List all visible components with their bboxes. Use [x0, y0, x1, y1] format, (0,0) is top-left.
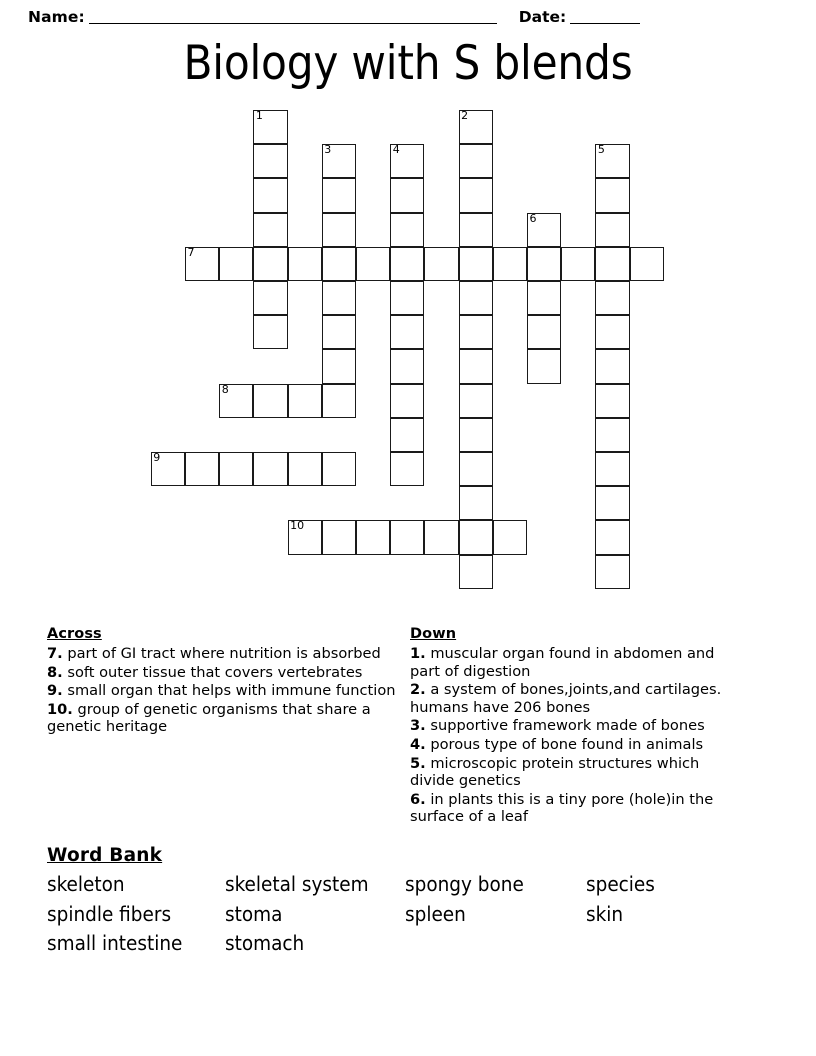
crossword-cell[interactable] — [595, 213, 629, 247]
crossword-cell[interactable] — [390, 384, 424, 418]
word-bank-word: skin — [586, 901, 624, 926]
crossword-cell[interactable] — [356, 247, 390, 281]
clue-down-5: 5. microscopic protein structures which divide genetics — [410, 754, 700, 790]
cell-number-1: 1 — [255, 109, 263, 122]
word-bank-word: skeletal system — [225, 872, 369, 896]
word-bank-word: species — [586, 872, 655, 896]
crossword-cell-start-2[interactable] — [459, 110, 493, 144]
crossword-cell[interactable] — [527, 349, 561, 383]
crossword-cell[interactable] — [219, 452, 253, 486]
word-bank-word: spindle fibers — [47, 901, 172, 926]
clue-across-8: 8. soft outer tissue that covers vertebrates — [47, 663, 363, 681]
crossword-cell[interactable] — [424, 520, 458, 554]
crossword-cell[interactable] — [595, 520, 629, 554]
crossword-cell-start-8[interactable] — [219, 384, 253, 418]
clue-across-7: 7. part of GI tract where nutrition is absorbed — [47, 645, 381, 662]
clue-across-10: 10. group of genetic organisms that share a genetic heritage — [47, 700, 371, 736]
crossword-cell[interactable] — [185, 452, 219, 486]
crossword-cell[interactable] — [595, 486, 629, 520]
crossword-cell[interactable] — [459, 555, 493, 589]
crossword-cell[interactable] — [322, 349, 356, 383]
crossword-cell[interactable] — [253, 315, 287, 349]
cell-number-7: 7 — [187, 245, 195, 259]
crossword-cell[interactable] — [322, 178, 356, 212]
crossword-cell[interactable] — [595, 315, 629, 349]
word-bank-list — [47, 870, 767, 959]
crossword-cell[interactable] — [322, 452, 356, 486]
crossword-cell-start-5[interactable] — [595, 144, 629, 178]
crossword-cell-start-1[interactable] — [253, 110, 287, 144]
crossword-cell[interactable] — [459, 384, 493, 418]
crossword-cell[interactable] — [527, 315, 561, 349]
clue-across-9: 9. small organ that helps with immune function — [47, 682, 396, 700]
crossword-cell[interactable] — [595, 349, 629, 383]
crossword-cell-start-9[interactable] — [151, 452, 185, 486]
clue-down-2: 2. a system of bones,joints,and cartilages. humans have 206 bones — [410, 681, 722, 716]
word-bank-word: small intestine — [47, 931, 183, 955]
word-bank-word: stoma — [225, 901, 283, 926]
crossword-cell[interactable] — [630, 247, 664, 281]
crossword-cell[interactable] — [390, 452, 424, 486]
down-clues-column — [410, 626, 740, 827]
crossword-cell[interactable] — [253, 384, 287, 418]
page-title: Biology with S blends — [183, 36, 633, 91]
crossword-cell-start-4[interactable] — [390, 144, 424, 178]
crossword-cell[interactable] — [390, 247, 424, 281]
cell-number-3: 3 — [324, 143, 332, 157]
across-clues-column — [47, 626, 399, 737]
word-bank-word: spleen — [405, 901, 466, 926]
clue-down-4: 4. porous type of bone found in animals — [410, 735, 704, 753]
clue-down-6: 6. in plants this is a tiny pore (hole)in the surface of a leaf — [410, 790, 714, 826]
crossword-cell[interactable] — [253, 452, 287, 486]
clue-number: 5. — [410, 754, 426, 772]
date-label: Date: — [518, 8, 567, 26]
crossword-cell[interactable] — [493, 520, 527, 554]
crossword-cell[interactable] — [459, 418, 493, 452]
crossword-cell[interactable] — [390, 315, 424, 349]
crossword-cell[interactable] — [595, 178, 629, 212]
word-bank-heading: Word Bank — [47, 845, 163, 866]
crossword-cell[interactable] — [493, 247, 527, 281]
crossword-cell[interactable] — [390, 281, 424, 315]
crossword-cell[interactable] — [459, 486, 493, 520]
word-bank-word: skeleton — [47, 872, 125, 896]
crossword-cell[interactable] — [322, 213, 356, 247]
crossword-cell[interactable] — [288, 384, 322, 418]
crossword-cell[interactable] — [322, 315, 356, 349]
crossword-cell-start-10[interactable] — [288, 520, 322, 554]
cell-number-8: 8 — [221, 382, 229, 396]
crossword-cell[interactable] — [561, 247, 595, 281]
crossword-cell[interactable] — [322, 384, 356, 418]
crossword-cell[interactable] — [390, 178, 424, 212]
crossword-cell[interactable] — [253, 144, 287, 178]
crossword-cell[interactable] — [288, 452, 322, 486]
crossword-cell[interactable] — [595, 452, 629, 486]
name-label: Name: — [28, 8, 85, 26]
clue-number: 9. — [47, 682, 63, 700]
clue-number: 7. — [47, 645, 63, 662]
crossword-cell[interactable] — [595, 281, 629, 315]
clue-number: 4. — [410, 735, 426, 753]
crossword-cell[interactable] — [253, 178, 287, 212]
crossword-cell[interactable] — [595, 247, 629, 281]
crossword-cell[interactable] — [322, 281, 356, 315]
clue-number: 1. — [410, 645, 426, 662]
clue-down-3: 3. supportive framework made of bones — [410, 717, 705, 735]
crossword-cell[interactable] — [253, 247, 287, 281]
clue-number: 2. — [410, 681, 426, 699]
down-clue-list — [410, 645, 740, 826]
clue-number: 6. — [410, 790, 426, 808]
crossword-cell[interactable] — [322, 520, 356, 554]
crossword-cell[interactable] — [595, 555, 629, 589]
crossword-cell-start-6[interactable] — [527, 213, 561, 247]
crossword-cell[interactable] — [322, 247, 356, 281]
crossword-cell[interactable] — [459, 349, 493, 383]
crossword-cell[interactable] — [424, 247, 458, 281]
crossword-cell[interactable] — [595, 418, 629, 452]
crossword-cell[interactable] — [253, 213, 287, 247]
crossword-cell[interactable] — [288, 247, 322, 281]
crossword-cell[interactable] — [527, 281, 561, 315]
cell-number-5: 5 — [597, 143, 605, 157]
crossword-cell[interactable] — [459, 315, 493, 349]
crossword-cell[interactable] — [390, 418, 424, 452]
crossword-cell-start-7[interactable] — [185, 247, 219, 281]
crossword-cell[interactable] — [459, 178, 493, 212]
crossword-cell[interactable] — [459, 213, 493, 247]
crossword-cell[interactable] — [459, 452, 493, 486]
crossword-cell[interactable] — [219, 247, 253, 281]
clue-number: 8. — [47, 663, 63, 681]
word-bank-section — [47, 845, 767, 959]
crossword-cell[interactable] — [459, 247, 493, 281]
across-heading: Across — [47, 626, 102, 642]
crossword-cell[interactable] — [390, 213, 424, 247]
crossword-cell[interactable] — [595, 384, 629, 418]
across-clue-list — [47, 645, 399, 736]
crossword-cell-start-3[interactable] — [322, 144, 356, 178]
crossword-cell[interactable] — [356, 520, 390, 554]
crossword-cell[interactable] — [459, 144, 493, 178]
crossword-cell[interactable] — [390, 349, 424, 383]
crossword-cell[interactable] — [527, 247, 561, 281]
crossword-cell[interactable] — [459, 520, 493, 554]
cell-number-6: 6 — [529, 211, 537, 225]
clue-number: 3. — [410, 717, 426, 735]
word-bank-word: spongy bone — [405, 872, 524, 896]
cell-number-9: 9 — [153, 451, 161, 464]
clue-down-1: 1. muscular organ found in abdomen and part of digestion — [410, 645, 715, 680]
cell-number-10: 10 — [290, 519, 305, 533]
cell-number-4: 4 — [392, 143, 400, 157]
clues-section — [0, 626, 816, 838]
down-heading: Down — [410, 626, 457, 642]
crossword-cell[interactable] — [390, 520, 424, 554]
clue-number: 10. — [47, 700, 73, 718]
crossword-cell[interactable] — [459, 281, 493, 315]
word-bank-word: stomach — [225, 931, 305, 955]
crossword-cell[interactable] — [253, 281, 287, 315]
cell-number-2: 2 — [461, 109, 469, 122]
